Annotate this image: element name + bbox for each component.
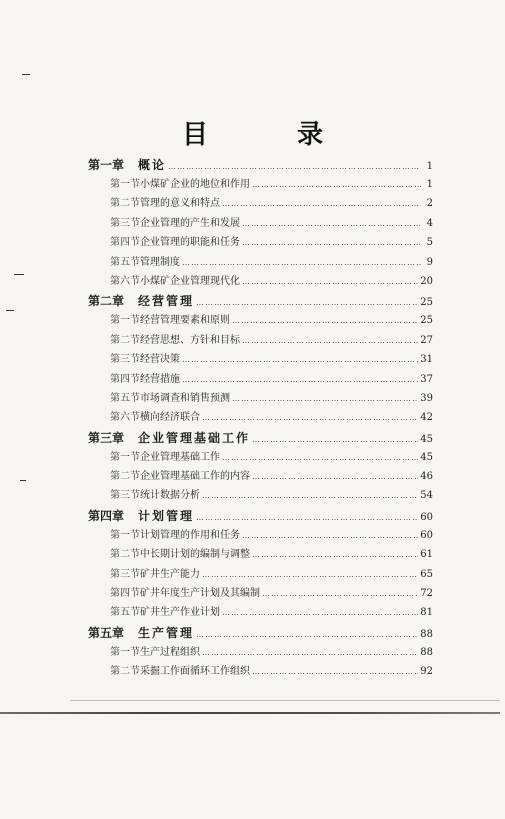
chapter-page-number: 88 bbox=[420, 628, 433, 640]
section-page-number: 25 bbox=[420, 315, 433, 327]
section-title: 企业管理的职能和任务 bbox=[140, 237, 240, 249]
toc-section-row bbox=[88, 448, 433, 467]
section-number: 第五节 bbox=[110, 256, 140, 268]
section-page-number: 65 bbox=[420, 568, 433, 580]
leader-dots bbox=[242, 233, 421, 252]
bottom-rule bbox=[0, 712, 500, 714]
section-page-number: 88 bbox=[420, 646, 433, 658]
leader-dots bbox=[222, 448, 418, 467]
leader-dots bbox=[222, 194, 421, 213]
chapter-page-number: 45 bbox=[420, 433, 433, 445]
toc-section-row bbox=[88, 272, 433, 291]
leader-dots bbox=[242, 272, 418, 291]
leader-dots bbox=[262, 584, 418, 603]
section-number: 第三节 bbox=[110, 568, 140, 580]
section-title: 小煤矿企业管理现代化 bbox=[140, 275, 240, 287]
toc-section-row bbox=[88, 233, 433, 252]
section-title: 小煤矿企业的地位和作用 bbox=[140, 179, 250, 190]
section-title: 管理的意义和特点 bbox=[140, 198, 220, 210]
section-page-number: 37 bbox=[420, 373, 433, 385]
section-title: 统计数据分析 bbox=[140, 490, 200, 502]
section-number: 第二节 bbox=[110, 198, 140, 210]
section-number: 第五节 bbox=[110, 607, 140, 619]
section-number: 第一节 bbox=[110, 646, 140, 658]
toc-section-row bbox=[88, 253, 433, 272]
leader-dots bbox=[202, 486, 418, 505]
section-title: 经营管理要素和原则 bbox=[140, 315, 230, 327]
leader-dots bbox=[222, 603, 418, 622]
section-number: 第三节 bbox=[110, 217, 140, 229]
chapter-title: 计划管理 bbox=[138, 508, 195, 523]
leader-dots bbox=[182, 370, 418, 389]
toc-section-row bbox=[88, 545, 433, 564]
section-page-number: 61 bbox=[420, 549, 433, 561]
leader-dots bbox=[232, 311, 418, 330]
toc-section-row bbox=[88, 214, 433, 233]
table-of-contents bbox=[88, 155, 433, 682]
section-title: 经营措施 bbox=[140, 373, 180, 385]
page-title: 目 录 bbox=[181, 120, 364, 150]
leader-dots bbox=[252, 467, 418, 486]
leader-dots bbox=[242, 331, 418, 350]
leader-dots bbox=[252, 545, 418, 564]
section-page-number: 60 bbox=[420, 529, 433, 541]
section-title: 矿井生产作业计划 bbox=[140, 607, 220, 619]
leader-dots bbox=[252, 662, 418, 681]
toc-chapter-row bbox=[88, 428, 433, 448]
chapter-number: 第四章 bbox=[88, 508, 125, 523]
toc-section-row bbox=[88, 662, 433, 681]
section-page-number: 20 bbox=[420, 275, 433, 287]
section-number: 第四节 bbox=[110, 373, 140, 385]
section-number: 第四节 bbox=[110, 588, 140, 600]
scan-mark bbox=[6, 310, 14, 311]
toc-section-row bbox=[88, 331, 433, 350]
chapter-number: 第三章 bbox=[88, 430, 125, 445]
section-title: 中长期计划的编制与调整 bbox=[140, 549, 250, 561]
section-page-number: 42 bbox=[420, 412, 433, 424]
section-number: 第四节 bbox=[110, 237, 140, 249]
leader-dots bbox=[196, 293, 418, 311]
leader-dots bbox=[242, 526, 418, 545]
section-number: 第二节 bbox=[110, 471, 140, 483]
section-number: 第三节 bbox=[110, 490, 140, 502]
chapter-number: 第二章 bbox=[88, 294, 125, 309]
scan-mark bbox=[20, 480, 26, 481]
section-number: 第一节 bbox=[110, 179, 140, 190]
toc-section-row bbox=[88, 175, 433, 194]
section-title: 企业管理基础工作 bbox=[140, 451, 220, 463]
leader-dots bbox=[168, 157, 421, 175]
section-title: 采掘工作面循环工作组织 bbox=[140, 666, 250, 678]
toc-section-row bbox=[88, 584, 433, 603]
section-title: 企业管理的产生和发展 bbox=[140, 217, 240, 229]
toc-section-row bbox=[88, 643, 433, 662]
section-page-number: 72 bbox=[420, 588, 433, 600]
section-page-number: 4 bbox=[426, 217, 433, 229]
toc-section-row bbox=[88, 389, 433, 408]
section-number: 第五节 bbox=[110, 392, 140, 404]
section-title: 管理制度 bbox=[140, 256, 180, 268]
leader-dots bbox=[202, 408, 418, 427]
toc-chapter-row bbox=[88, 506, 433, 526]
toc-chapter-row bbox=[88, 155, 433, 175]
leader-dots bbox=[232, 389, 418, 408]
section-page-number: 39 bbox=[420, 392, 433, 404]
scan-mark bbox=[22, 74, 30, 75]
toc-section-row bbox=[88, 565, 433, 584]
section-page-number: 92 bbox=[420, 666, 433, 678]
section-number: 第二节 bbox=[110, 334, 140, 346]
section-title: 市场调查和销售预测 bbox=[140, 392, 230, 404]
section-title: 矿井年度生产计划及其编制 bbox=[140, 588, 260, 600]
section-number: 第二节 bbox=[110, 666, 140, 678]
chapter-page-number: 1 bbox=[426, 161, 433, 172]
leader-dots bbox=[252, 430, 418, 448]
section-title: 矿井生产能力 bbox=[140, 568, 200, 580]
toc-chapter-row bbox=[88, 291, 433, 311]
chapter-title: 生产管理 bbox=[138, 625, 195, 640]
leader-dots bbox=[182, 253, 421, 272]
leader-dots bbox=[196, 625, 418, 643]
section-title: 企业管理基础工作的内容 bbox=[140, 471, 250, 483]
section-page-number: 45 bbox=[420, 451, 433, 463]
section-page-number: 46 bbox=[420, 471, 433, 483]
toc-section-row bbox=[88, 370, 433, 389]
chapter-title: 企业管理基础工作 bbox=[138, 430, 251, 445]
section-number: 第六节 bbox=[110, 275, 140, 287]
toc-section-row bbox=[88, 350, 433, 369]
section-title: 计划管理的作用和任务 bbox=[140, 529, 240, 541]
chapter-title: 经营管理 bbox=[138, 294, 195, 309]
section-number: 第三节 bbox=[110, 354, 140, 366]
section-page-number: 81 bbox=[420, 607, 433, 619]
toc-section-row bbox=[88, 194, 433, 213]
section-page-number: 54 bbox=[420, 490, 433, 502]
section-title: 经营思想、方针和目标 bbox=[140, 334, 240, 346]
toc-section-row bbox=[88, 603, 433, 622]
section-page-number: 1 bbox=[426, 179, 433, 190]
chapter-number: 第五章 bbox=[88, 625, 125, 640]
section-number: 第六节 bbox=[110, 412, 140, 424]
section-page-number: 9 bbox=[426, 256, 433, 268]
section-page-number: 27 bbox=[420, 334, 433, 346]
leader-dots bbox=[202, 565, 418, 584]
chapter-page-number: 60 bbox=[420, 511, 433, 523]
section-number: 第一节 bbox=[110, 315, 140, 327]
section-number: 第二节 bbox=[110, 549, 140, 561]
chapter-page-number: 25 bbox=[420, 297, 433, 309]
toc-section-row bbox=[88, 467, 433, 486]
bottom-rule-thin bbox=[70, 700, 500, 701]
leader-dots bbox=[252, 175, 421, 194]
section-page-number: 5 bbox=[426, 237, 433, 249]
section-page-number: 2 bbox=[426, 198, 433, 210]
leader-dots bbox=[196, 508, 418, 526]
toc-section-row bbox=[88, 526, 433, 545]
chapter-number: 第一章 bbox=[88, 158, 125, 172]
toc-chapter-row bbox=[88, 623, 433, 643]
section-number: 第一节 bbox=[110, 451, 140, 463]
toc-section-row bbox=[88, 311, 433, 330]
section-title: 横向经济联合 bbox=[140, 412, 200, 424]
section-title: 经营决策 bbox=[140, 354, 180, 366]
toc-section-row bbox=[88, 408, 433, 427]
toc-section-row bbox=[88, 486, 433, 505]
section-number: 第一节 bbox=[110, 529, 140, 541]
scan-mark bbox=[14, 274, 24, 275]
section-title: 生产过程组织 bbox=[140, 646, 200, 658]
chapter-title: 概论 bbox=[138, 158, 167, 172]
section-page-number: 31 bbox=[420, 354, 433, 366]
leader-dots bbox=[242, 214, 421, 233]
leader-dots bbox=[182, 350, 418, 369]
leader-dots bbox=[202, 643, 418, 662]
